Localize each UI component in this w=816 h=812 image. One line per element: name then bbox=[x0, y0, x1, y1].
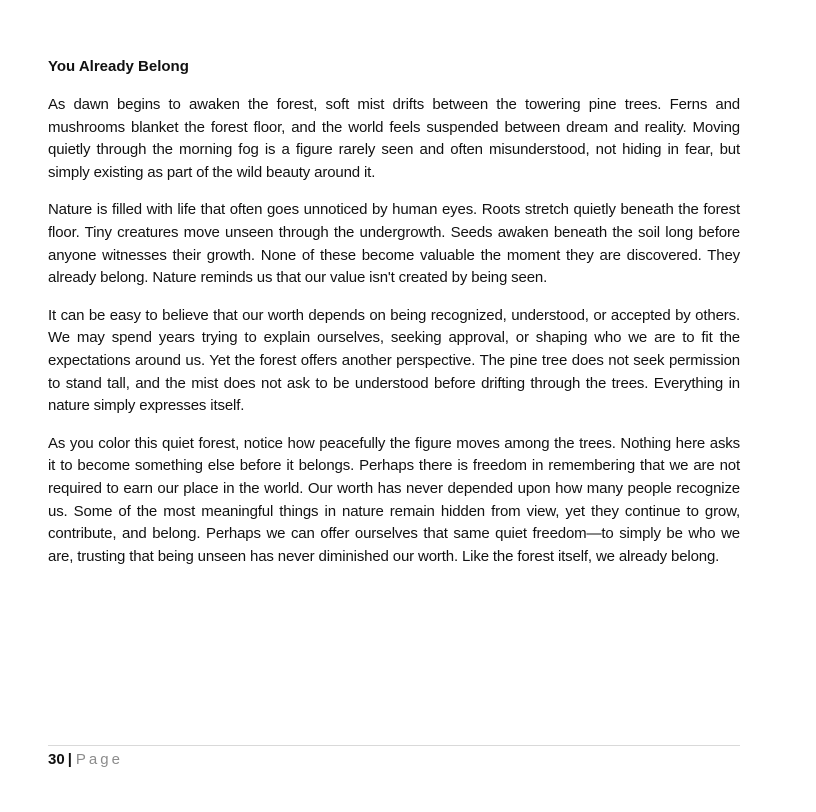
paragraph-2: Nature is filled with life that often goes unnoticed by human eyes. Roots stretch quietly beneath the forest floor. Tiny creatures move unseen through the undergrowth. Seeds awaken beneath the soil long before anyone witnesses their growth. None of these become valuable the moment they are discovered. They already belong. Nature reminds us that our value isn't created by being seen. bbox=[48, 201, 740, 287]
footer-separator: | bbox=[67, 751, 72, 768]
paragraph-1: As dawn begins to awaken the forest, soft mist drifts between the towering pine trees. Ferns and mushrooms blanket the forest floor, and the world feels suspended between dream and reality. Moving quietly through the morning fog is a figure rarely seen and often misunderstood, not hiding in fear, but simply existing as part of the wild beauty around it. bbox=[48, 96, 740, 181]
page-number: 30 bbox=[48, 751, 65, 768]
paragraph-3: It can be easy to believe that our worth depends on being recognized, understood, or accepted by others. We may spend years trying to explain ourselves, seeking approval, or shaping who we are to fit the expectations around us. Yet the forest offers another perspective. The pine tree does not seek permission to stand tall, and the mist does not ask to be understood before drifting through the trees. Everything in nature simply expresses itself. bbox=[48, 306, 740, 415]
document-page bbox=[48, 56, 740, 583]
paragraph-4: As you color this quiet forest, notice how peacefully the figure moves among the trees. Nothing here asks it to become something else before it belongs. Perhaps there is freedom in remembering that we are not required to earn our place in the world. Our worth has never depended upon how many people recognize us. Some of the most meaningful things in nature remain hidden from view, yet they continue to grow, contribute, and belong. Perhaps we can offer ourselves that same quiet freedom—to simply be who we are, trusting that being unseen has never diminished our worth. Like the forest itself, we already belong. bbox=[48, 434, 740, 565]
document-title: You Already Belong bbox=[48, 58, 189, 75]
page-label: Page bbox=[75, 751, 123, 768]
page-footer bbox=[48, 745, 740, 770]
